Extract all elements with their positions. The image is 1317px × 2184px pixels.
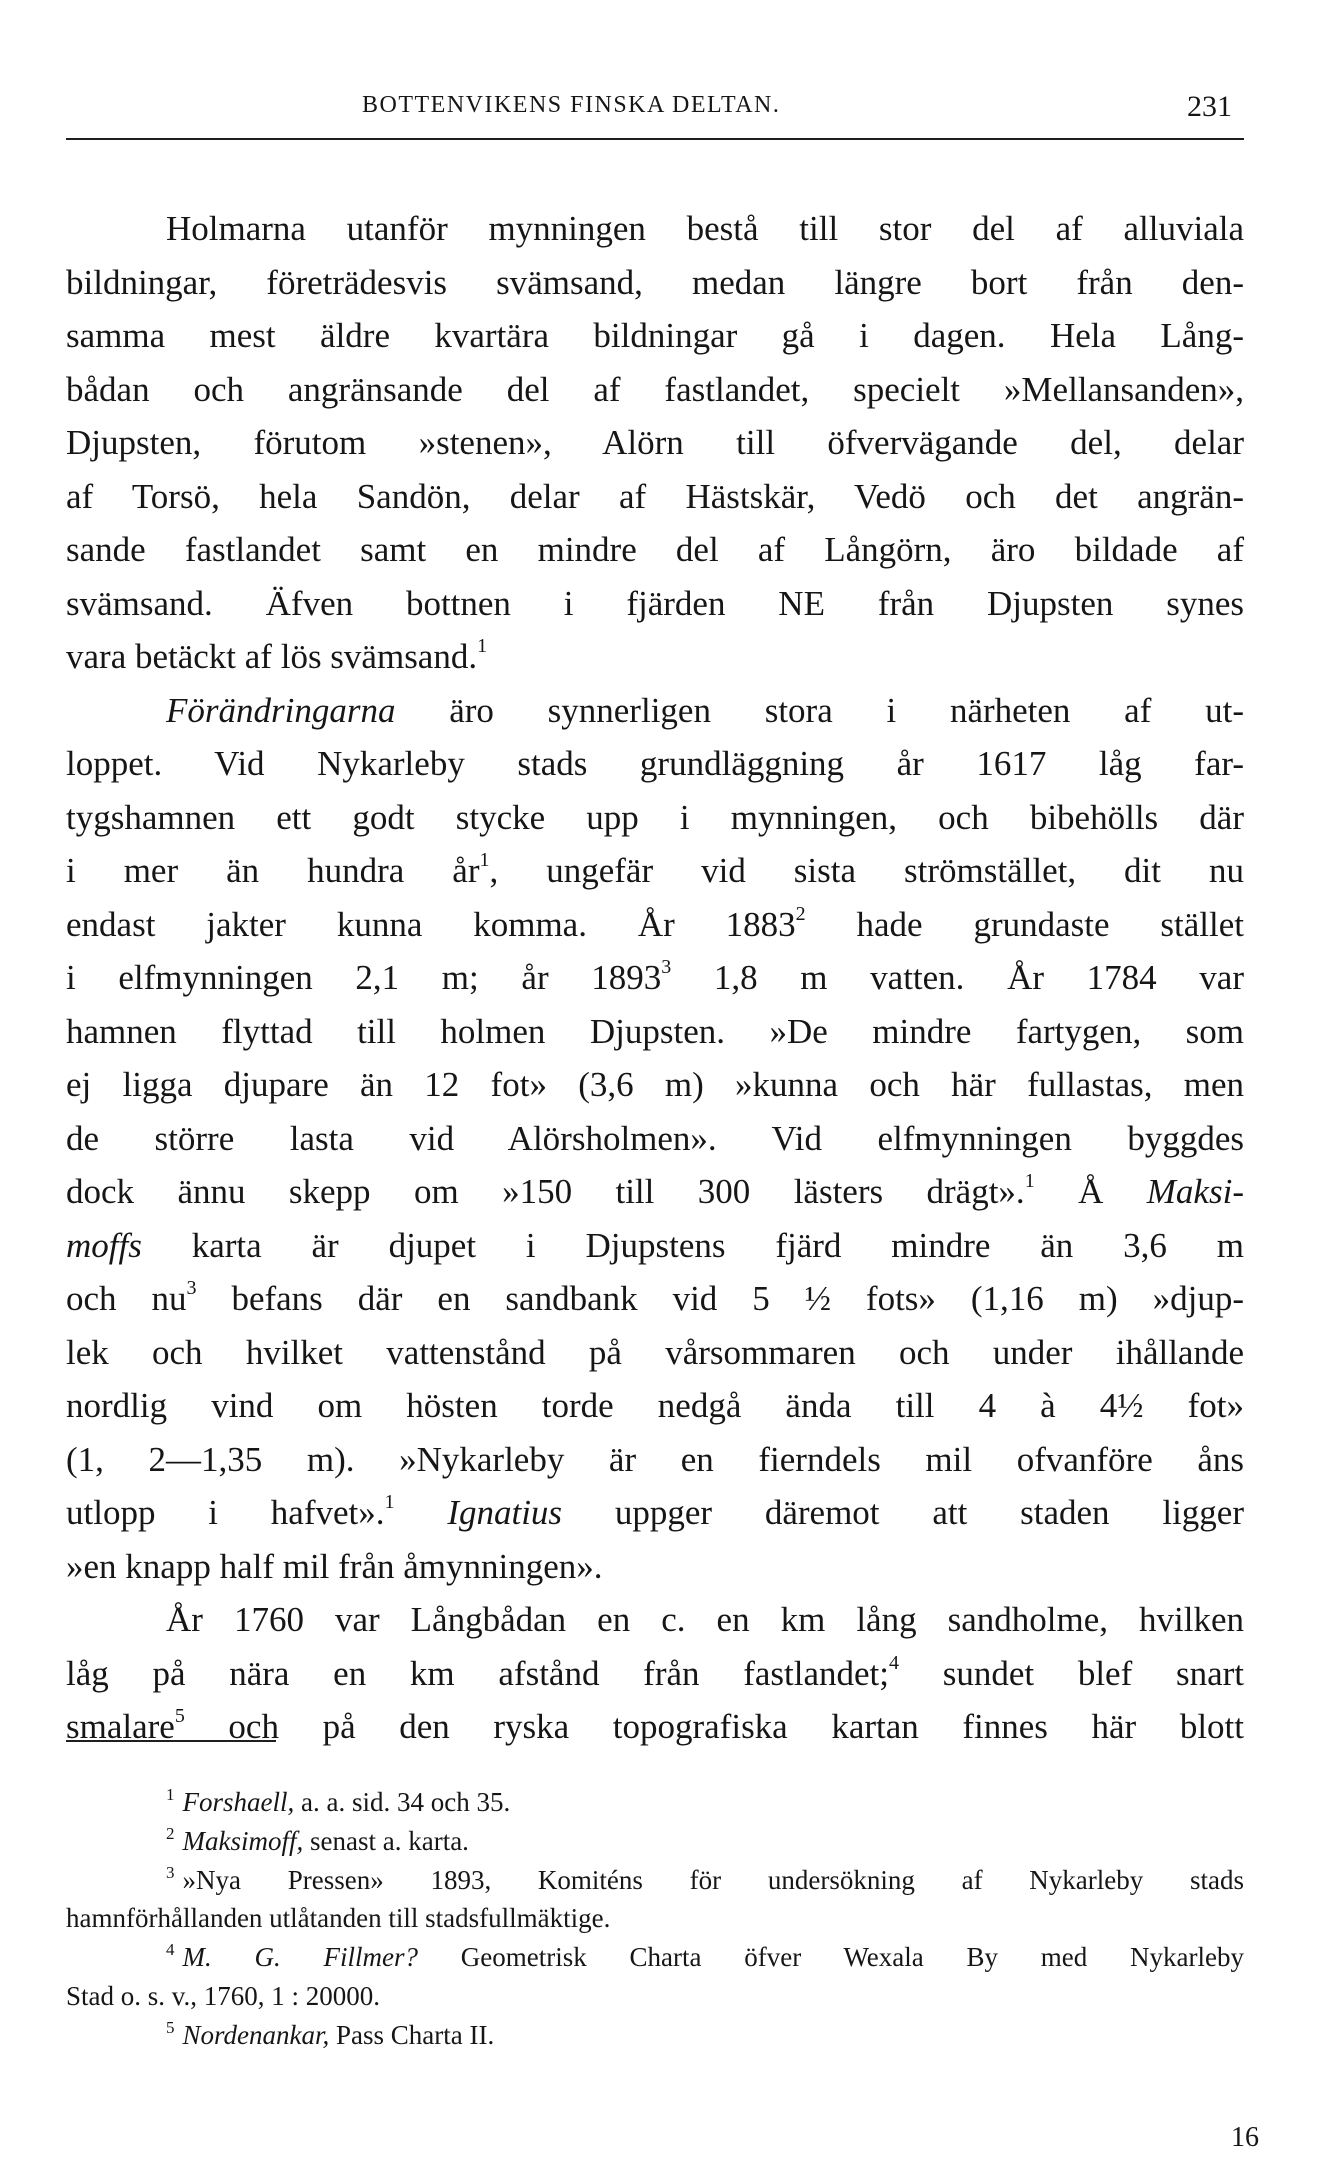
footnote-ref[interactable]: 5 — [174, 1705, 185, 1727]
text-line: och $nu^3$ befans där en sandbank vid 5 ½ fots» (1,16 m) »djup- — [66, 1277, 1244, 1318]
text-line: tygshamnen ett godt stycke upp i mynningen, och bibehölls där — [66, 797, 1244, 837]
footnote-4-cont: Stad o. s. v., 1760, 1 : 20000. — [66, 1980, 381, 2011]
text-line: dock ännu skepp om »150 till 300 lästers drägt».$^1$ Å Maksi- — [66, 1170, 1244, 1211]
text-line: svämsand. Äfven bottnen i fjärden NE från Djupsten synes — [66, 583, 1244, 623]
footnote-2: $^2$ Maksimoff, senast a. karta. — [166, 1823, 469, 1856]
footnote-ref[interactable]: 1 — [1024, 1170, 1035, 1192]
main-text — [66, 202, 1244, 1754]
running-title: BOTTENVIKENS FINSKA DELTAN. — [362, 92, 781, 118]
footnote-1: $^1$ Forshaell, a. a. sid. 34 och 35. — [166, 1785, 511, 1817]
page-number: 231 — [1187, 90, 1232, 123]
text-line: sande fastlandet samt en mindre del af Långörn, äro bildade af — [66, 530, 1244, 569]
text-line: Förändringarna äro synnerligen stora i närheten af ut- — [166, 690, 1244, 730]
text-line: smalare$^5$ och på den ryska topografiska kartan finnes här blott — [66, 1705, 1244, 1746]
text-line: ej ligga djupare än 12 fot» (3,6 m) »kunna och här fullastas, men — [66, 1065, 1244, 1104]
emphasis: Förändringarna — [166, 690, 396, 730]
text-line: vara betäckt af lös svämsand.$^1$ — [66, 635, 488, 676]
text-line: (1, 2—1,35 m). »Nykarleby är en fierndels mil ofvanföre åns — [66, 1439, 1244, 1479]
text-line: År 1760 var Långbådan en c. en km lång sandholme, hvilken — [166, 1600, 1244, 1639]
text-line: i mer än hundra $år^1$, ungefär vid sista strömstället, dit nu — [66, 849, 1244, 890]
text-line: bildningar, företrädesvis svämsand, medan längre bort från den- — [66, 262, 1244, 302]
footnotes — [66, 1783, 1244, 2055]
text-line: endast jakter kunna komma. År 1883$^2$ hade grundaste stället — [66, 902, 1244, 944]
text-line: i elfmynningen 2,1 m; år 1893$^3$ 1,8 m vatten. År 1784 var — [66, 956, 1244, 997]
footnote-ref[interactable]: 3 — [186, 1277, 197, 1299]
page-header — [66, 92, 1244, 140]
text-line: af Torsö, hela Sandön, delar af Hästskär, Vedö och det angrän- — [66, 476, 1244, 516]
footnote-ref[interactable]: 3 — [661, 956, 672, 978]
signature-mark: 16 — [1231, 2122, 1259, 2153]
footnote-ref[interactable]: 4 — [889, 1651, 900, 1674]
emphasis: Ignatius — [447, 1493, 563, 1532]
footnote-ref[interactable]: 1 — [384, 1491, 395, 1513]
text-line: moffs karta är djupet i Djupstens fjärd mindre än 3,6 m — [66, 1225, 1244, 1265]
footnote-ref[interactable]: 2 — [795, 902, 806, 925]
text-line: Djupsten, förutom »stenen», Alörn till öfvervägande del, delar — [66, 423, 1244, 462]
footnote-ref[interactable]: 1 — [479, 849, 490, 871]
text-line: samma mest äldre kvartära bildningar gå i dagen. Hela Lång- — [66, 316, 1244, 355]
text-line: de större lasta vid Alörsholmen». Vid elfmynningen byggdes — [66, 1118, 1244, 1158]
emphasis: Maksi- — [1146, 1172, 1244, 1211]
footnote-ref[interactable]: 1 — [477, 635, 488, 657]
footnote-3: $^3$ »Nya Pressen» 1893, Komiténs för undersökning af Nykarleby stads — [166, 1862, 1244, 1895]
text-line: Holmarna utanför mynningen bestå till stor del af alluviala — [166, 209, 1244, 248]
footnote-5: $^5$ Nordenankar, Pass Charta II. — [166, 2017, 495, 2050]
text-line: låg på nära en km afstånd från fastlandet;$^4$ sundet blef snart — [66, 1651, 1245, 1693]
text-line: hamnen flyttad till holmen Djupsten. »De mindre fartygen, som — [66, 1011, 1244, 1051]
footnote-4: $^4$ M. G. Fillmer? Geometrisk Charta öfver Wexala By med Nykarleby — [166, 1940, 1244, 1973]
footnote-divider — [66, 1740, 276, 1742]
text-line: lek och hvilket vattenstånd på vårsommaren och under ihållande — [66, 1332, 1244, 1372]
emphasis: moffs — [66, 1225, 142, 1265]
footnote-3-cont: hamnförhållanden utlåtanden till stadsfullmäktige. — [66, 1903, 611, 1934]
text-line: utlopp i hafvet».$^1$ Ignatius uppger däremot att staden ligger — [66, 1491, 1244, 1532]
text-line: loppet. Vid Nykarleby stads grundläggning år 1617 låg far- — [66, 744, 1244, 783]
text-line: »en knapp half mil från åmynningen». — [66, 1546, 603, 1586]
text-line: nordlig vind om hösten torde nedgå ända till 4 à 4½ fot» — [66, 1386, 1244, 1425]
text-line: bådan och angränsande del af fastlandet, specielt »Mellansanden», — [66, 369, 1244, 409]
